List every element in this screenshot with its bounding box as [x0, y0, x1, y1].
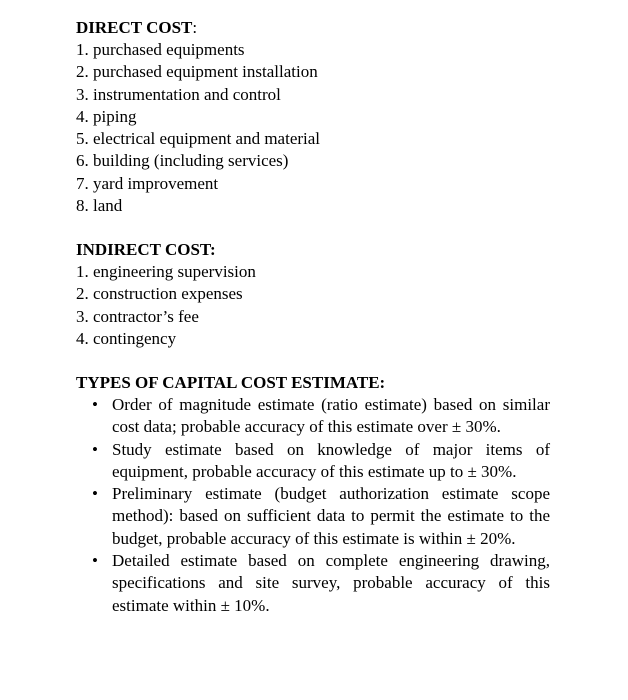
list-item: 1. purchased equipments: [76, 40, 245, 59]
bullet-item: [76, 483, 550, 550]
bullet-item: [76, 439, 550, 484]
list-item: 1. engineering supervision: [76, 262, 256, 281]
list-item: 3. instrumentation and control: [76, 84, 281, 104]
list-item: 3. contractor’s fee: [76, 306, 199, 326]
bullet-text: Order of magnitude estimate (ratio estimate) based on similar cost data; probable accuracy of this estimate over ± 30%.: [112, 395, 550, 437]
bullet-item: [76, 550, 550, 617]
direct-cost-list: [76, 39, 320, 217]
direct-cost-section: [76, 17, 320, 217]
direct-cost-heading: DIRECT COST:: [76, 18, 198, 37]
indirect-cost-list: [76, 261, 256, 350]
list-item: 4. piping: [76, 106, 137, 126]
bullet-text: Detailed estimate based on complete engineering drawing, specifications and site survey, probable accuracy of this estimate within ± 10%.: [112, 551, 550, 615]
indirect-cost-section: [76, 239, 256, 350]
bullet-icon: •: [92, 484, 98, 504]
list-item: 7. yard improvement: [76, 173, 219, 193]
list-item: 2. construction expenses: [76, 284, 243, 304]
list-item: 5. electrical equipment and material: [76, 129, 321, 149]
bullet-item: [76, 394, 550, 439]
list-item: 8. land: [76, 196, 123, 216]
capital-cost-estimate-heading: TYPES OF CAPITAL COST ESTIMATE:: [76, 373, 386, 392]
bullet-icon: •: [92, 395, 98, 414]
estimate-types-list: [76, 394, 550, 617]
list-item: 6. building (including services): [76, 151, 289, 171]
indirect-cost-heading: INDIRECT COST:: [76, 240, 216, 259]
bullet-icon: •: [92, 439, 98, 459]
list-item: 4. contingency: [76, 328, 177, 348]
bullet-text: Preliminary estimate (budget authorization estimate scope method): based on sufficient data to permit the estimate to the budget, probable accuracy of this estimate is within ± 20%.: [112, 484, 550, 548]
bullet-text: Study estimate based on knowledge of major items of equipment, probable accuracy of this estimate up to ± 30%.: [112, 439, 550, 481]
list-item: 2. purchased equipment installation: [76, 62, 318, 82]
capital-cost-estimate-section: [76, 372, 550, 617]
bullet-icon: •: [92, 551, 98, 571]
